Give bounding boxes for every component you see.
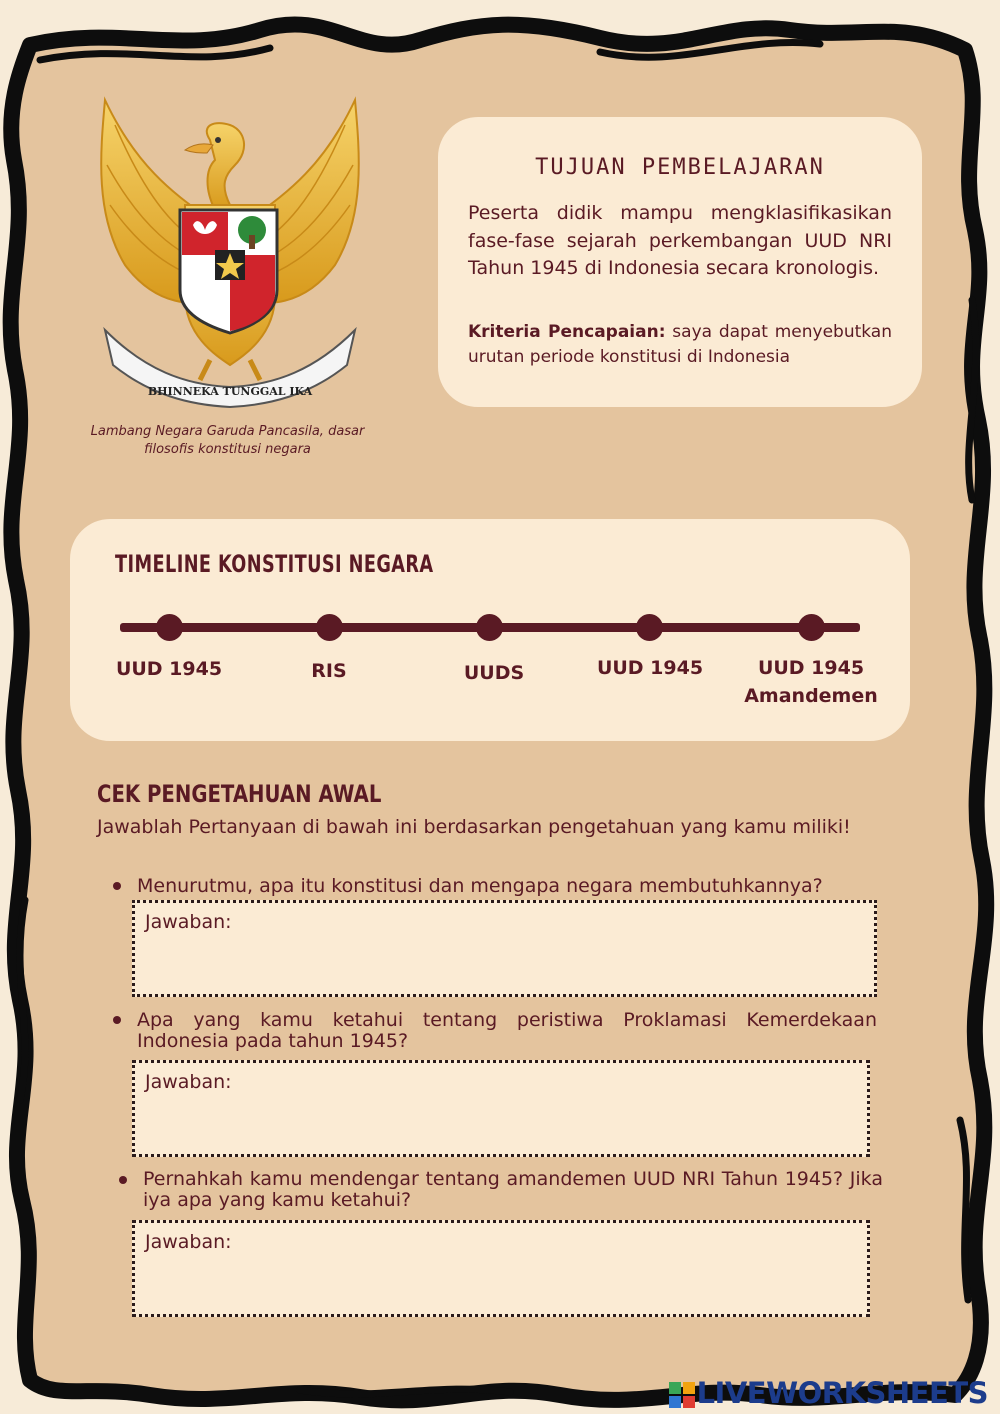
- timeline-dot: [798, 614, 825, 641]
- bullet-icon: [113, 882, 121, 890]
- timeline-dot: [316, 614, 343, 641]
- timeline-label-5: [731, 654, 891, 710]
- question-3: Pernahkah kamu mendengar tentang amandemen UUD NRI Tahun 1945? Jika iya apa yang kamu ketahui?: [143, 1168, 883, 1211]
- question-2: Apa yang kamu ketahui tentang peristiwa Proklamasi Kemerdekaan Indonesia pada tahun 1945?: [137, 1009, 877, 1052]
- answer-box-3[interactable]: [132, 1220, 870, 1317]
- check-title: CEK PENGETAHUAN AWAL: [97, 780, 382, 808]
- bullet-icon: [119, 1176, 127, 1184]
- timeline-label-5-main: UUD 1945: [757, 657, 865, 679]
- liveworksheets-icon: [669, 1382, 695, 1408]
- criteria-text: [468, 320, 892, 370]
- bullet-icon: [113, 1016, 121, 1024]
- objectives-title: TUJUAN PEMBELAJARAN: [535, 155, 825, 180]
- emblem-caption: Lambang Negara Garuda Pancasila, dasar filosofis konstitusi negara: [90, 424, 365, 457]
- objectives-body: Peserta didik mampu mengklasifikasikan fase-fase sejarah perkembangan UUD NRI Tahun 1945 di Indonesia secara kronologis.: [468, 202, 892, 279]
- timeline-dot: [476, 614, 503, 641]
- timeline-label-4: UUD 1945: [596, 657, 704, 679]
- answer-label: Jawaban:: [145, 1231, 232, 1253]
- timeline-label-1: UUD 1945: [115, 658, 223, 680]
- timeline-title: TIMELINE KONSTITUSI NEGARA: [115, 550, 434, 578]
- answer-box-2[interactable]: [132, 1060, 870, 1157]
- timeline-label-5-sub: Amandemen: [744, 685, 878, 707]
- criteria-label: Kriteria Pencapaian:: [468, 322, 666, 342]
- timeline-dot: [636, 614, 663, 641]
- svg-text:BHINNEKA TUNGGAL IKA: BHINNEKA TUNGGAL IKA: [147, 385, 313, 398]
- answer-label: Jawaban:: [145, 911, 232, 933]
- brand-name: LIVEWORKSHEETS: [696, 1376, 988, 1410]
- timeline-dot: [156, 614, 183, 641]
- garuda-emblem: [85, 95, 375, 415]
- liveworksheets-logo: [669, 1376, 988, 1410]
- answer-label: Jawaban:: [145, 1071, 232, 1093]
- check-subtitle: Jawablah Pertanyaan di bawah ini berdasarkan pengetahuan yang kamu miliki!: [97, 816, 851, 838]
- criteria-value: saya dapat menyebutkan urutan periode konstitusi di Indonesia: [468, 322, 893, 367]
- question-1: Menurutmu, apa itu konstitusi dan mengapa negara membutuhkannya?: [137, 875, 823, 897]
- timeline-label-3: UUDS: [463, 662, 525, 684]
- answer-box-1[interactable]: [132, 900, 877, 997]
- timeline-label-2: RIS: [311, 660, 347, 682]
